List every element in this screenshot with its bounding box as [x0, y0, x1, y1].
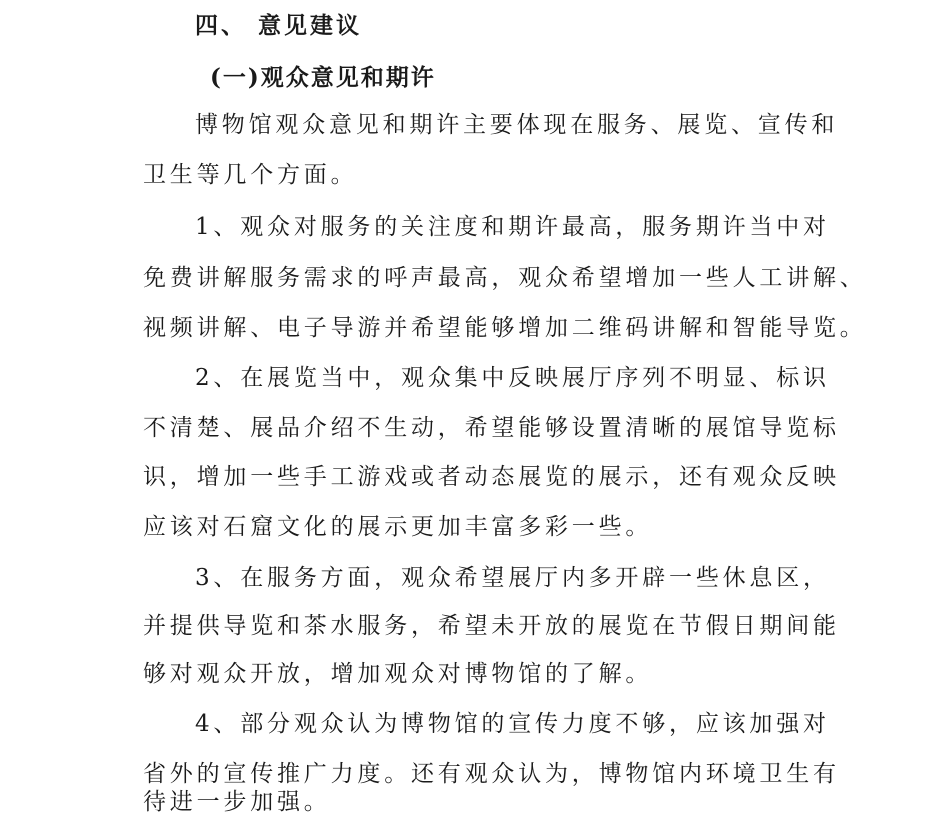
paragraph-line: 免费讲解服务需求的呼声最高，观众希望增加一些人工讲解、 [143, 265, 867, 291]
paragraph-line: 2、在展览当中，观众集中反映展厅序列不明显、标识 [195, 365, 830, 391]
paragraph-line: 够对观众开放，增加观众对博物馆的了解。 [143, 661, 653, 687]
paragraph-line: 识，增加一些手工游戏或者动态展览的展示，还有观众反映 [143, 464, 840, 490]
paragraph-line: 省外的宣传推广力度。还有观众认为，博物馆内环境卫生有 [143, 761, 840, 787]
section-heading: 四、 意见建议 [195, 12, 363, 39]
paragraph-line: 3、在服务方面，观众希望展厅内多开辟一些休息区， [195, 565, 830, 591]
paragraph-line: 并提供导览和茶水服务，希望未开放的展览在节假日期间能 [143, 613, 840, 639]
paragraph-line: 视频讲解、电子导游并希望能够增加二维码讲解和智能导览。 [143, 315, 867, 341]
paragraph-line: 博物馆观众意见和期许主要体现在服务、展览、宣传和 [195, 112, 839, 138]
paragraph-line: 待进一步加强。 [143, 789, 331, 815]
paragraph-line: 卫生等几个方面。 [143, 162, 358, 188]
paragraph-line: 应该对石窟文化的展示更加丰富多彩一些。 [143, 514, 653, 540]
subsection-heading: (一)观众意见和期许 [210, 64, 436, 91]
paragraph-line: 4、部分观众认为博物馆的宣传力度不够，应该加强对 [195, 711, 830, 737]
paragraph-line: 不清楚、展品介绍不生动，希望能够设置清晰的展馆导览标 [143, 415, 840, 441]
paragraph-line: 1、观众对服务的关注度和期许最高，服务期许当中对 [195, 214, 830, 240]
